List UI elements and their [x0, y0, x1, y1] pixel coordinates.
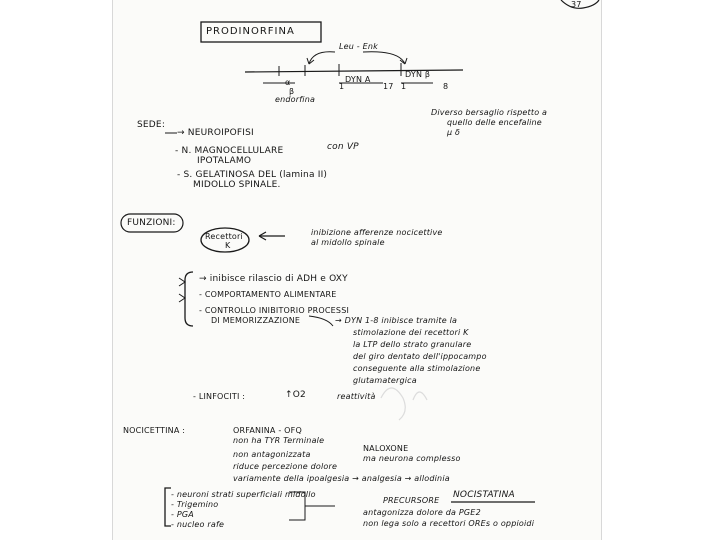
beta-label: β — [289, 87, 295, 96]
sede-neuroipofisi: → NEUROIPOFISI — [177, 128, 254, 138]
nocicettina-line-4: riduce percezione dolore — [233, 462, 338, 471]
nocicettina-heading: NOCICETTINA : — [123, 426, 186, 435]
dyn-b-label: DYN β — [405, 70, 431, 79]
inibizione-line-2: al midollo spinale — [311, 238, 385, 247]
nocicettina-line-1: ORFANINA - OFQ — [233, 426, 302, 435]
page-title: PRODINORFINA — [206, 26, 295, 37]
endorfina-label: endorfina — [275, 95, 316, 104]
nocicettina-line-3: non antagonizzata — [233, 450, 311, 459]
bracket-item-2: - Trigemino — [171, 500, 219, 509]
side-note-line-1: Diverso bersaglio rispetto a — [431, 108, 548, 117]
nocicettina-line-6: variamente della ipoalgesia → analgesia → allodinia — [233, 474, 450, 483]
notebook-page — [112, 0, 602, 540]
side-note-line-3: μ δ — [447, 128, 461, 137]
dyn-note-1: → DYN 1-8 inibisce tramite la — [335, 316, 458, 325]
leu-enk-label: Leu - Enk — [339, 42, 378, 51]
dyn-note-2: stimolazione dei recettori K — [353, 328, 469, 337]
page-number: 37 — [571, 0, 582, 9]
sede-heading: SEDE: — [137, 120, 166, 130]
sede-ipotalamo: IPOTALAMO — [197, 156, 252, 166]
side-note-line-2: quello delle encefaline — [447, 118, 542, 127]
bracket-item-1: - neuroni strati superficiali midollo — [171, 490, 316, 499]
controllo-inibitorio-1: - CONTROLLO INIBITORIO PROCESSI — [199, 306, 350, 315]
faint-bleed-through — [381, 388, 405, 420]
dyn-note-6: glutamatergica — [353, 376, 417, 385]
residue-8: 8 — [443, 82, 449, 91]
bracket-item-3: - PGA — [171, 510, 194, 519]
recettori-label: Recettori — [205, 232, 243, 241]
residue-17: 17 — [383, 82, 394, 91]
functions-bracket — [185, 272, 193, 326]
residue-1b: 1 — [401, 82, 407, 91]
dyn-note-5: conseguente alla stimolazione — [353, 364, 481, 373]
nocistatina-antag: antagonizza dolore da PGE2 — [363, 508, 481, 517]
inibisce-rilascio: → inibisce rilascio di ADH e OXY — [199, 274, 348, 284]
nocicettina-naloxone: NALOXONE — [363, 444, 409, 453]
sede-midollo: MIDOLLO SPINALE. — [193, 180, 281, 190]
linfociti-label: - LINFOCITI : — [193, 392, 246, 401]
dyn-note-4: del giro dentato dell'ippocampo — [353, 352, 487, 361]
residue-1: 1 — [339, 82, 345, 91]
dyn-note-3: la LTP dello strato granulare — [353, 340, 472, 349]
sede-con-vp: con VP — [327, 142, 359, 152]
sede-gelatinosa: - S. GELATINOSA DEL (lamina II) — [177, 170, 328, 180]
precursore-label: PRECURSORE — [383, 496, 440, 505]
dyn-a-label: DYN A — [345, 75, 371, 84]
nocistatina-label: NOCISTATINA — [453, 490, 515, 500]
linfociti-o2: ↑O2 — [285, 390, 306, 400]
alpha-label: α — [285, 78, 291, 87]
leu-enk-arrow-right — [363, 52, 405, 64]
nocicettina-line-2: non ha TYR Terminale — [233, 436, 325, 445]
nocicettina-line-5: ma neurona complesso — [363, 454, 461, 463]
bracket-item-4: - nucleo rafe — [171, 520, 225, 529]
leu-enk-arrow-left — [309, 52, 335, 64]
recettori-k-letter: K — [225, 241, 231, 250]
inibizione-line-1: inibizione afferenze nocicettive — [311, 228, 443, 237]
funzioni-heading: FUNZIONI: — [127, 218, 176, 228]
nocistatina-lega: non lega solo a recettori OREs o oppioidi — [363, 519, 535, 528]
comportamento-alimentare: - COMPORTAMENTO ALIMENTARE — [199, 290, 337, 299]
controllo-inibitorio-2: DI MEMORIZZAZIONE — [211, 316, 301, 325]
linfociti-reattivita: reattività — [337, 392, 376, 401]
sede-magnocellulare: - N. MAGNOCELLULARE — [175, 146, 284, 156]
peptide-line — [245, 70, 463, 72]
